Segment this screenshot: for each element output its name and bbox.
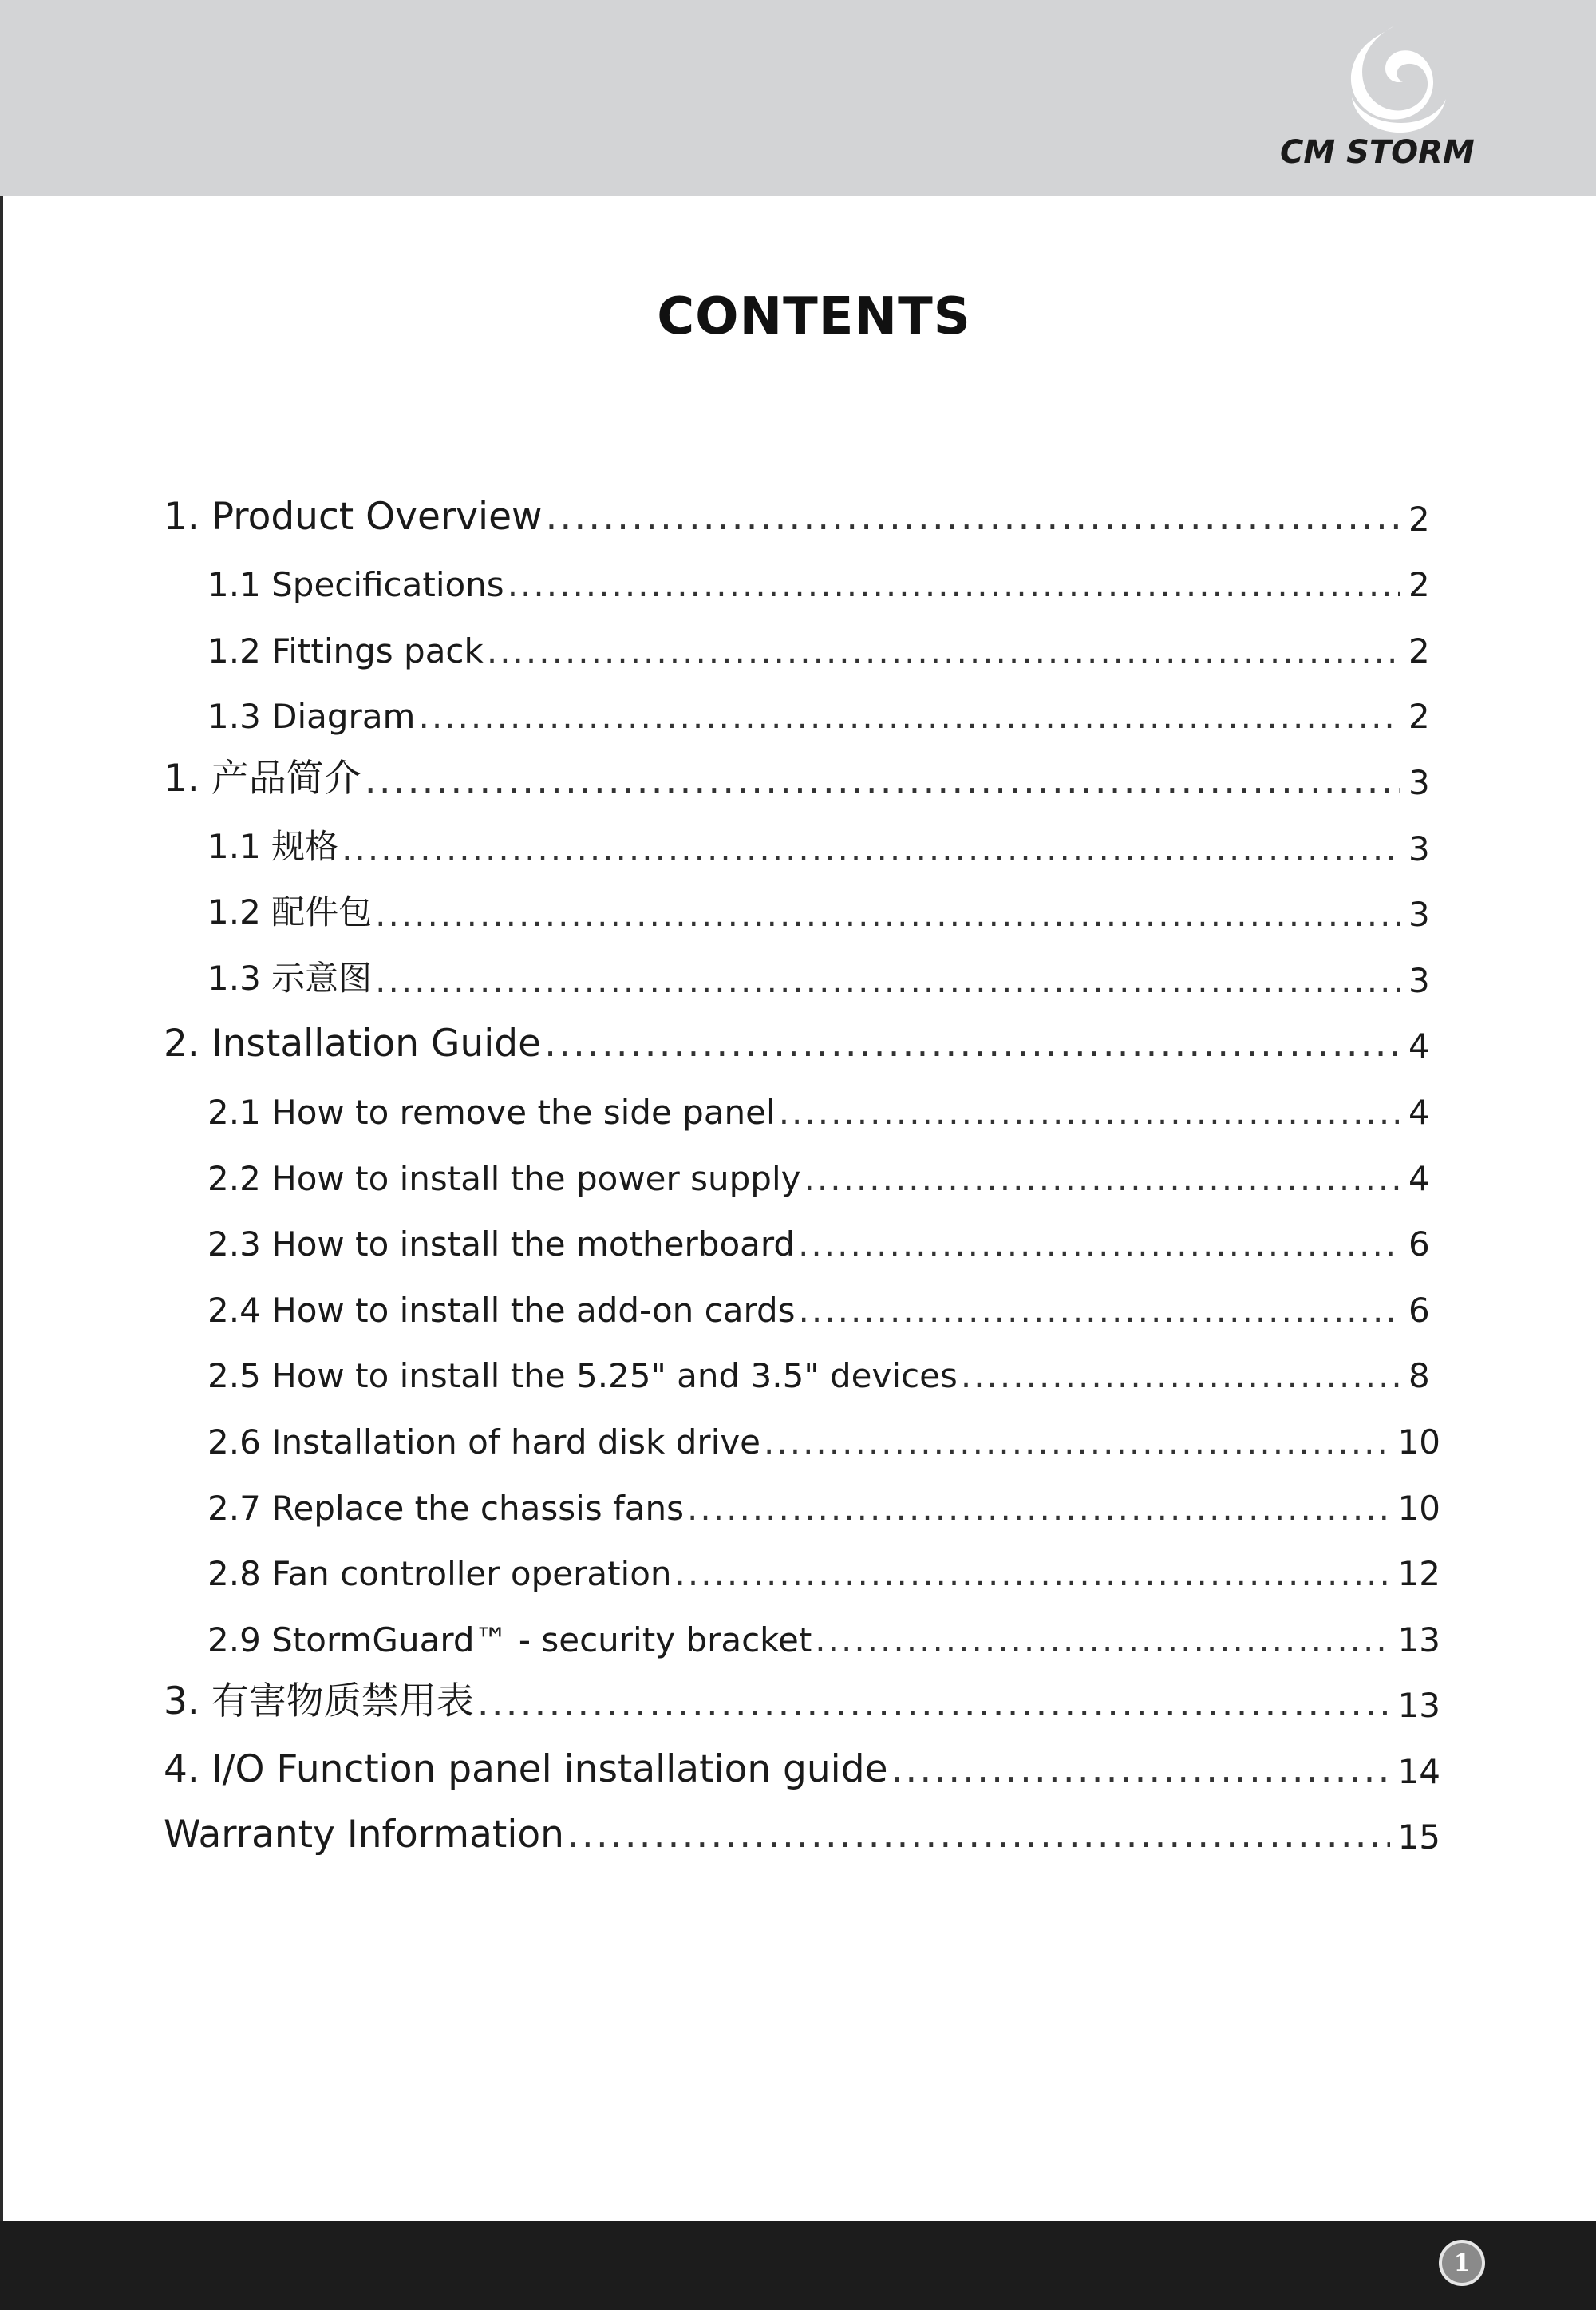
toc-entry-label: 1.3 示意图 <box>207 958 373 998</box>
toc-entry[interactable] <box>164 1462 1440 1528</box>
toc-dot-leader <box>764 1422 1390 1462</box>
toc-entry[interactable] <box>164 934 1440 1000</box>
toc-entry[interactable] <box>164 1528 1440 1594</box>
table-of-contents <box>164 473 1440 1857</box>
toc-dot-leader <box>779 1093 1400 1132</box>
toc-entry-page: 4 <box>1408 1158 1430 1198</box>
toc-dot-leader <box>545 495 1400 539</box>
toc-entry-page: 2 <box>1408 631 1430 670</box>
toc-dot-leader <box>487 631 1400 670</box>
toc-entry-label: 2.9 StormGuard™ - security bracket <box>207 1620 812 1659</box>
toc-entry-page: 6 <box>1408 1290 1430 1330</box>
toc-entry-page: 8 <box>1408 1356 1430 1396</box>
toc-entry-label: 2.5 How to install the 5.25" and 3.5" devices <box>207 1356 958 1396</box>
toc-entry[interactable] <box>164 1198 1440 1264</box>
toc-entry-page: 3 <box>1408 762 1430 802</box>
toc-entry[interactable] <box>164 670 1440 737</box>
toc-entry[interactable] <box>164 604 1440 670</box>
toc-entry-page: 3 <box>1408 829 1430 868</box>
toc-entry-label: Warranty Information <box>164 1813 564 1857</box>
toc-entry-page: 2 <box>1408 565 1430 605</box>
toc-entry-label: 4. I/O Function panel installation guide <box>164 1746 888 1791</box>
toc-entry[interactable] <box>164 539 1440 605</box>
toc-entry-page: 10 <box>1397 1422 1440 1462</box>
toc-entry[interactable] <box>164 1066 1440 1132</box>
toc-dot-leader <box>891 1747 1389 1791</box>
toc-entry[interactable] <box>164 473 1440 539</box>
toc-dot-leader <box>798 1224 1400 1264</box>
toc-entry[interactable] <box>164 1132 1440 1198</box>
toc-dot-leader <box>375 895 1400 934</box>
toc-dot-leader <box>675 1554 1390 1593</box>
toc-entry-label: 3. 有害物质禁用表 <box>164 1679 474 1724</box>
toc-entry[interactable] <box>164 1000 1440 1066</box>
footer-band <box>0 2221 1596 2310</box>
toc-entry[interactable] <box>164 1330 1440 1396</box>
page-title: CONTENTS <box>657 287 971 346</box>
toc-entry-label: 2.6 Installation of hard disk drive <box>207 1422 761 1462</box>
toc-entry-label: 1. 产品简介 <box>164 756 361 801</box>
toc-entry-page: 4 <box>1408 1092 1430 1132</box>
toc-dot-leader <box>508 565 1400 604</box>
toc-entry[interactable] <box>164 1659 1440 1726</box>
toc-dot-leader <box>375 961 1400 1000</box>
toc-dot-leader <box>544 1022 1400 1066</box>
toc-entry-page: 2 <box>1408 697 1430 737</box>
toc-dot-leader <box>342 829 1400 868</box>
brand-wordmark-text: CM STORM <box>1280 134 1475 171</box>
toc-entry[interactable] <box>164 1791 1440 1857</box>
toc-entry-page: 13 <box>1397 1686 1440 1726</box>
page-left-border <box>0 196 3 2221</box>
toc-entry[interactable] <box>164 868 1440 935</box>
page-number-badge: 1 <box>1439 2240 1485 2286</box>
toc-entry-label: 1.1 Specifications <box>207 565 504 605</box>
toc-dot-leader <box>567 1813 1390 1857</box>
toc-entry-label: 1.1 规格 <box>207 826 339 866</box>
brand-wordmark <box>1280 134 1475 171</box>
toc-dot-leader <box>799 1291 1400 1330</box>
toc-entry-page: 14 <box>1397 1751 1440 1791</box>
toc-dot-leader <box>365 758 1400 802</box>
toc-entry-page: 4 <box>1408 1026 1430 1066</box>
toc-entry-page: 3 <box>1408 960 1430 1000</box>
storm-swirl-logo <box>1275 21 1492 180</box>
toc-entry-label: 2. Installation Guide <box>164 1022 542 1066</box>
toc-entry-label: 1.3 Diagram <box>207 697 416 737</box>
toc-dot-leader <box>961 1356 1400 1395</box>
toc-entry-label: 2.3 How to install the motherboard <box>207 1224 796 1264</box>
toc-entry-page: 15 <box>1397 1818 1440 1857</box>
toc-entry[interactable] <box>164 1725 1440 1791</box>
toc-entry[interactable] <box>164 1264 1440 1330</box>
toc-entry-page: 3 <box>1408 895 1430 935</box>
toc-entry-page: 2 <box>1408 499 1430 539</box>
toc-entry-label: 2.2 How to install the power supply <box>207 1158 801 1198</box>
toc-entry[interactable] <box>164 1593 1440 1659</box>
toc-entry-label: 2.7 Replace the chassis fans <box>207 1488 685 1528</box>
toc-entry[interactable] <box>164 1395 1440 1462</box>
toc-entry-label: 1.2 配件包 <box>207 892 373 932</box>
toc-entry-page: 6 <box>1408 1224 1430 1264</box>
toc-entry[interactable] <box>164 802 1440 868</box>
toc-entry-label: 1. Product Overview <box>164 494 543 539</box>
toc-entry-page: 13 <box>1397 1620 1440 1659</box>
toc-entry[interactable] <box>164 736 1440 802</box>
toc-dot-leader <box>477 1681 1390 1725</box>
toc-dot-leader <box>418 697 1400 736</box>
toc-entry-page: 10 <box>1397 1488 1440 1528</box>
toc-entry-label: 2.8 Fan controller operation <box>207 1554 672 1594</box>
toc-dot-leader <box>804 1159 1401 1198</box>
toc-entry-label: 2.1 How to remove the side panel <box>207 1092 776 1132</box>
toc-dot-leader <box>687 1489 1390 1528</box>
toc-dot-leader <box>815 1620 1389 1659</box>
toc-entry-page: 12 <box>1397 1554 1440 1594</box>
toc-entry-label: 2.4 How to install the add-on cards <box>207 1290 796 1330</box>
toc-entry-label: 1.2 Fittings pack <box>207 631 484 670</box>
